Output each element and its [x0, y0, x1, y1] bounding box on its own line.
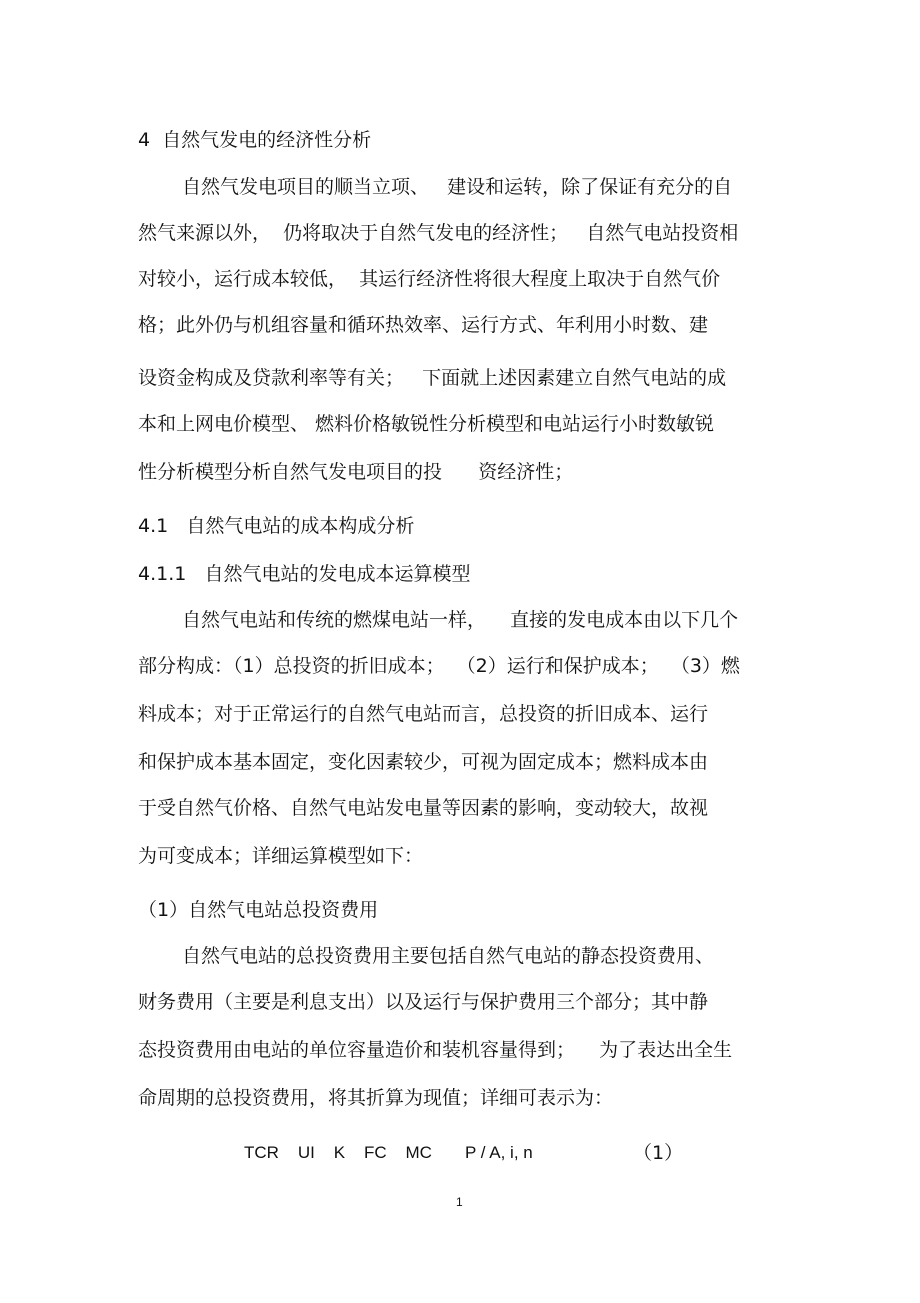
- paragraph-line: 自然气发电项目的顺当立项、 建设和运转，除了保证有充分的自: [182, 176, 733, 198]
- section-4-heading: 4 自然气发电的经济性分析: [138, 129, 372, 151]
- section-4-1-1-heading: 4.1.1 自然气电站的发电成本运算模型: [138, 563, 471, 585]
- page-number: 1: [456, 1195, 463, 1209]
- formula-expression: TCR UI K FC MC P / A, i, n: [244, 1143, 533, 1162]
- paragraph-line: 性分析模型分析自然气发电项目的投 资经济性；: [138, 461, 574, 483]
- paragraph-line: 设资金构成及贷款利率等有关； 下面就上述因素建立自然气电站的成: [138, 367, 727, 389]
- paragraph-line: 于受自然气价格、自然气电站发电量等因素的影响，变动较大，故视: [138, 797, 709, 819]
- paragraph-line: 部分构成：（1）总投资的折旧成本； （2）运行和保护成本； （3）燃: [138, 655, 740, 677]
- paragraph-line: 自然气电站和传统的燃煤电站一样， 直接的发电成本由以下几个: [182, 609, 739, 631]
- formula-number: （1）: [633, 1142, 684, 1164]
- section-4-1-heading: 4.1 自然气电站的成本构成分析: [138, 515, 415, 537]
- paragraph-line: 为可变成本；详细运算模型如下：: [138, 845, 424, 867]
- item-1-heading: （1）自然气电站总投资费用: [138, 899, 379, 921]
- paragraph-line: 态投资费用由电站的单位容量造价和装机容量得到； 为了表达出全生: [138, 1039, 733, 1061]
- paragraph-line: 格；此外仍与机组容量和循环热效率、运行方式、年利用小时数、建: [138, 314, 709, 336]
- paragraph-line: 财务费用（主要是利息支出）以及运行与保护费用三个部分；其中静: [138, 991, 709, 1013]
- paragraph-line: 命周期的总投资费用，将其折算为现值；详细可表示为：: [138, 1087, 614, 1109]
- paragraph-line: 对较小，运行成本较低， 其运行经济性将很大程度上取决于自然气价: [138, 268, 721, 290]
- paragraph-line: 本和上网电价模型、 燃料价格敏锐性分析模型和电站运行小时数敏锐: [138, 413, 715, 435]
- paragraph-line: 和保护成本基本固定，变化因素较少，可视为固定成本；燃料成本由: [138, 751, 709, 773]
- paragraph-line: 然气来源以外， 仍将取决于自然气发电的经济性； 自然气电站投资相: [138, 222, 739, 244]
- paragraph-line: 料成本；对于正常运行的自然气电站而言，总投资的折旧成本、运行: [138, 703, 709, 725]
- paragraph-line: 自然气电站的总投资费用主要包括自然气电站的静态投资费用、: [182, 945, 715, 967]
